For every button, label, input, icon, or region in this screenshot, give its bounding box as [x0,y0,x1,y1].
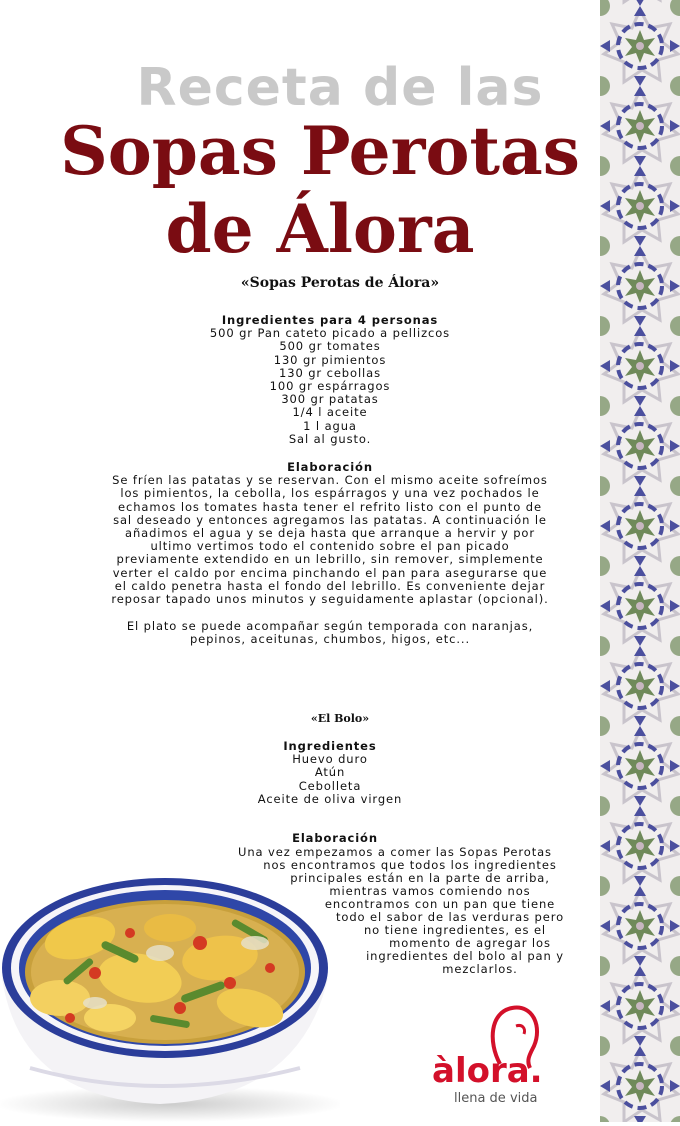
method-section [90,461,570,606]
ingredient-line: 130 gr pimientos [273,352,387,367]
ingredient-line: Sal al gusto. [288,431,372,446]
ingredients-section [90,314,570,446]
bolo-method-line: Una vez empezamos a comer las Sopas Perotas [238,845,552,859]
method-line: los pimientos, la cebolla, los espárragos y una vez pochados le [120,486,540,501]
bolo-subtitle: «El Bolo» [310,712,370,725]
recipe-subtitle: «Sopas Perotas de Álora» [240,275,440,291]
serving-line: El plato se puede acompañar según temporada con naranjas, [126,619,534,633]
tile-pattern-graphic [600,0,680,1122]
ingredient-line: Huevo duro [292,752,368,767]
ingredient-line: 100 gr espárragos [269,379,391,394]
ingredient-line: Cebolleta [298,778,362,793]
ingredient-line: Atún [314,765,346,780]
bolo-method-line: ingredientes del bolo al pan y [366,949,564,963]
method-line: ultimo vertimos todo el contenido sobre el pan picado [150,539,510,554]
decorative-tile-border [600,0,680,1122]
sopas-perotas-bowl-photo [0,868,340,1122]
bolo-method-heading [210,832,460,845]
method-line: reposar tapado unos minutos y seguidamente aplastar (opcional). [111,592,549,607]
bolo-method-line: no tiene ingredientes, es el [363,923,547,937]
bolo-ingredients-heading: Ingredientes [283,739,377,753]
bolo-method-line: momento de agregar los [389,936,551,950]
ingredient-line: 300 gr patatas [281,392,379,407]
bowl-illustration [0,868,340,1122]
method-line: echamos los tomates hasta tener el refrito listo con el punto de [118,499,542,514]
method-line: previamente extendido en un lebrillo, sin remover, simplemente [116,552,544,567]
bolo-method-line: encontramos con un pan que tiene [324,897,556,911]
bolo-method-heading-text: Elaboración [292,831,378,845]
ingredient-line: 500 gr Pan cateto picado a pellizcos [209,326,451,341]
method-line: verter el caldo por encima pinchando el pan para asegurarse que [112,565,548,580]
method-line: añadimos el agua y se deja hasta que arranque a hervir y por [125,526,535,541]
serving-note [90,620,570,647]
title-line-1: Sopas Perotas [60,112,580,190]
alora-logo [430,1002,590,1112]
ingredient-line: 130 gr cebollas [279,365,381,380]
bolo-ingredients-section [90,740,570,806]
bolo-method-line: todo el sabor de las verduras pero [335,910,565,924]
ingredient-line: Aceite de oliva virgen [257,791,403,806]
method-line: Se fríen las patatas y se reservan. Con el mismo aceite sofreímos [112,473,548,488]
ingredients-heading: Ingredientes para 4 personas [221,313,439,327]
title-kicker: Receta de las [136,58,544,118]
ingredient-line: 1/4 l aceite [292,405,368,420]
svg-text:àlora.: àlora. [432,1051,543,1091]
svg-text:llena de vida: llena de vida [454,1091,538,1106]
title-line-2: de Álora [165,190,475,268]
serving-line: pepinos, aceitunas, chumbos, higos, etc... [189,632,471,647]
ingredient-line: 500 gr tomates [279,339,381,354]
method-line: sal deseado y entonces agregamos las patatas. A continuación le [113,512,547,527]
bolo-method-line: mientras vamos comiendo nos [329,884,531,898]
bolo-method-line: nos encontramos que todos los ingredientes [263,858,557,872]
alora-logo-graphic [430,1002,590,1112]
bolo-method-line: principales están en la parte de arriba, [290,871,550,885]
ingredient-line: 1 l agua [303,418,357,433]
bolo-method-line: mezclarlos. [442,962,518,976]
method-heading: Elaboración [287,460,373,474]
method-line: el caldo penetra hasta el fondo del lebrillo. Es conveniente dejar [114,578,546,593]
